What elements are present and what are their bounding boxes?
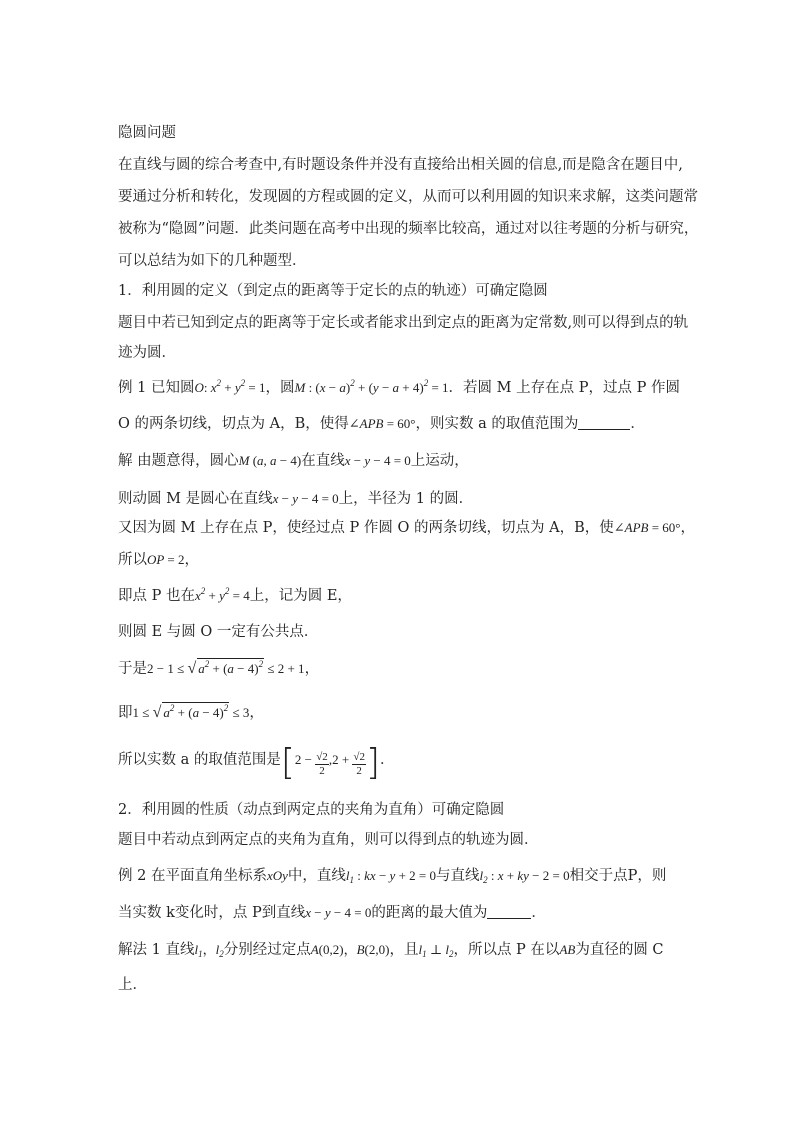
section1-desc-2: 迹为圆．	[118, 345, 176, 361]
solution1-line-3: 又因为圆 M 上存在点 P，使经过点 P 作圆 O 的两条切线，切点为 A，B，使∠APB = 60°，	[118, 520, 695, 536]
angle-apb: ∠APB = 60°	[348, 416, 416, 431]
intro-line-3: 被称为“隐圆”问题．此类问题在高考中出现的频率比较高，通过对以往考题的分析与研究，	[118, 221, 699, 237]
example1-line-2: O 的两条切线，切点为 A，B，使得∠APB = 60°，则实数 a 的取值范围为 ．	[118, 416, 645, 432]
intro-line-1: 在直线与圆的综合考查中,有时题设条件并没有直接给出相关圆的信息,而是隐含在题目中,	[118, 157, 683, 173]
solution1-line-6: 则圆 E 与圆 O 一定有公共点．	[118, 624, 319, 640]
circle-o-equation: O: $x^2 + y^2 = 1$	[194, 378, 266, 395]
method1-line-1: 解法 1 直线$l_1$，$l_2$分别经过定点A(0,2)，B(2,0)，且$l_1$ ⊥ $l_2$，所以点 P 在以AB为直径的圆 C	[118, 942, 664, 959]
method1-line-2: 上．	[118, 977, 147, 993]
intro-line-4: 可以总结为如下的几种题型．	[118, 253, 307, 269]
solution1-line-9: 所以实数 a 的取值范围是[2 − $\frac{√2}{2}$ ,2 + $\frac{√2}{2}$ ]．	[118, 742, 395, 783]
section1-heading: 1．利用圆的定义（到定点的距离等于定长的点的轨迹）可确定隐圆	[118, 283, 548, 299]
example2-line-1: 例 2 在平面直角坐标系xOy中，直线$l_1$ : kx − y + 2 = 0与直线$l_2$ : x + ky − 2 = 0相交于点P，则	[118, 868, 667, 885]
section1-desc-1: 题目中若已知到定点的距离等于定长或者能求出到定点的距离为定常数,则可以得到点的轨	[118, 315, 689, 331]
solution1-line-5: 即点 P 也在$x^2 + y^2 = 4$上，记为圆 E，	[118, 586, 352, 604]
line-l1: $l_1$ : kx − y + 2 = 0	[345, 868, 436, 885]
doc-title: 隐圆问题	[118, 125, 176, 141]
range-interval: [2 − $\frac{√2}{2}$ ,2 + $\frac{√2}{2}$ ]	[280, 742, 380, 783]
line-l2: $l_2$ : x + ky − 2 = 0	[479, 868, 570, 885]
example1-line-1: 例 1 已知圆O: $x^2 + y^2 = 1$，圆M : $(x - a)^2 + (y - a + 4)^2 = 1$．若圆 M 上存在点 P，过点 P 作圆	[118, 378, 680, 396]
solution1-line-7: 于是2 − 1 ≤ √ $a^2 + (a - 4)^2 \le 2 + 1$，	[118, 659, 320, 677]
intro-line-2: 要通过分析和转化，发现圆的方程或圆的定义，从而可以利用圆的知识来求解，这类问题常	[118, 189, 698, 205]
example2-line-2: 当实数 k变化时，点 P到直线x − y − 4 = 0的距离的最大值为 ．	[118, 905, 546, 921]
section2-desc: 题目中若动点到两定点的夹角为直角，则可以得到点的轨迹为圆．	[118, 832, 539, 848]
solution1-line-2: 则动圆 M 是圆心在直线x − y − 4 = 0上，半径为 1 的圆．	[118, 491, 474, 507]
answer-blank-2[interactable]	[487, 904, 531, 919]
answer-blank-1[interactable]	[578, 415, 630, 430]
solution1-line-4: 所以OP = 2，	[118, 552, 199, 568]
circle-m-equation: M : $(x - a)^2 + (y - a + 4)^2 = 1$	[294, 378, 449, 395]
solution1-line-8: 即1 ≤ √ $a^2 + (a - 4)^2 \le 3$，	[118, 703, 264, 721]
example1-label: 例 1	[118, 380, 147, 396]
section2-heading: 2．利用圆的性质（动点到两定点的夹角为直角）可确定隐圆	[118, 802, 505, 818]
solution1-line-1: 解 由题意得，圆心M (a, a − 4)在直线x − y − 4 = 0上运动，	[118, 453, 469, 469]
example2-label: 例 2	[118, 868, 147, 884]
